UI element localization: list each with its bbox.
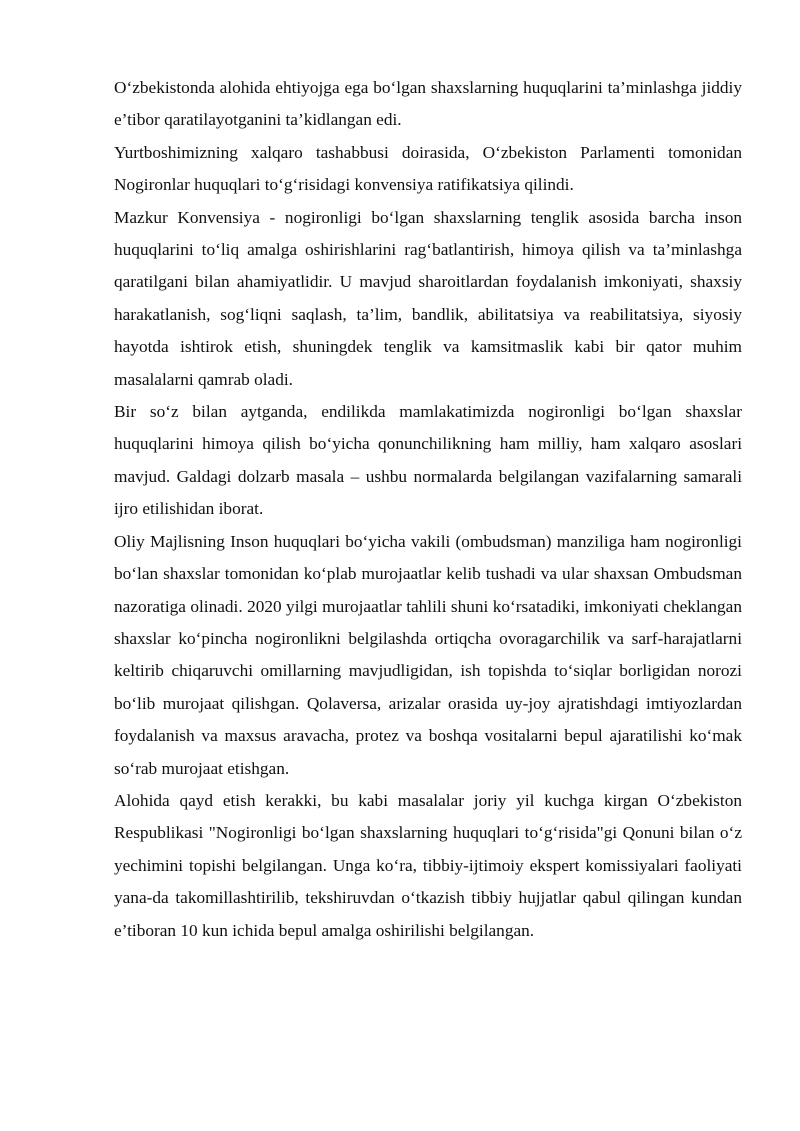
paragraph-4: Bir so‘z bilan aytganda, endilikda mamlakatimizda nogironligi bo‘lgan shaxslar huquqlarini himoya qilish bo‘yicha qonunchilikning ham milliy, ham xalqaro asoslari mavjud. Galdagi dolzarb masala – ushbu normalarda belgilangan vazifalarning samarali ijro etilishidan iborat. xyxy=(114,402,742,519)
document-body xyxy=(114,72,742,947)
paragraph-5: Oliy Majlisning Inson huquqlari bo‘yicha vakili (ombudsman) manziliga ham nogironligi bo‘lan shaxslar tomonidan ko‘plab murojaatlar kelib tushadi va ular shaxsan Ombudsman nazoratiga olinadi. 2020 yilgi murojaatlar tahlili shuni ko‘rsatadiki, imkoniyati cheklangan shaxslar ko‘pincha nogironlikni belgilashda ortiqcha ovoragarchilik va sarf-harajatlarni keltirib chiqaruvchi omillarning mavjudligidan, ish topishda to‘siqlar borligidan norozi bo‘lib murojaat qilishgan. Qolaversa, arizalar orasida uy-joy ajratishdagi imtiyozlardan foydalanish va maxsus aravacha, protez va boshqa vositalarni bepul ajaratilishi ko‘mak so‘rab murojaat etishgan. xyxy=(114,531,742,778)
paragraph-2: Yurtboshimizning xalqaro tashabbusi doirasida, O‘zbekiston Parlamenti tomonidan Nogironlar huquqlari to‘g‘risidagi konvensiya ratifikatsiya qilindi. xyxy=(114,142,742,195)
paragraph-6: Alohida qayd etish kerakki, bu kabi masalalar joriy yil kuchga kirgan O‘zbekiston Respublikasi "Nogironligi bo‘lgan shaxslarning huquqlari to‘g‘risida"gi Qonuni bilan o‘z yechimini topishi belgilangan. Unga ko‘ra, tibbiy-ijtimoiy ekspert komissiyalari faoliyati yana-da takomillashtirilib, tekshiruvdan o‘tkazish tibbiy hujjatlar qabul qilingan kundan e’tiboran 10 kun ichida bepul amalga oshirilishi belgilangan. xyxy=(114,790,742,940)
paragraph-1: O‘zbekistonda alohida ehtiyojga ega bo‘lgan shaxslarning huquqlarini ta’minlashga jiddiy e’tibor qaratilayotganini ta’kidlangan edi. xyxy=(114,78,742,130)
paragraph-3: Mazkur Konvensiya - nogironligi bo‘lgan shaxslarning tenglik asosida barcha inson huquqlarini to‘liq amalga oshirishlarini rag‘batlantirish, himoya qilish va ta’minlashga qaratilgani bilan ahamiyatlidir. U mavjud sharoitlardan foydalanish imkoniyati, shaxsiy harakatlanish, sog‘liqni saqlash, ta’lim, bandlik, abilitatsiya va reabilitatsiya, siyosiy hayotda ishtirok etish, shuningdek tenglik va kamsitmaslik kabi bir qator muhim masalalarni qamrab oladi. xyxy=(114,207,742,389)
